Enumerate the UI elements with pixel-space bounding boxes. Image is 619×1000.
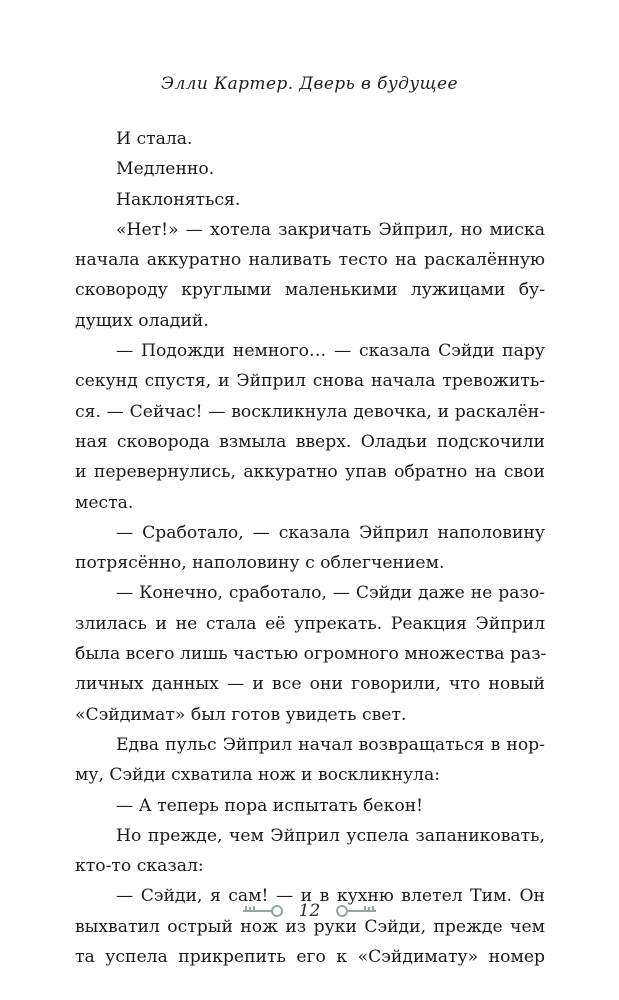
- page-number: 12: [298, 901, 321, 921]
- text-line: Едва пульс Эйприл начал возвращаться в нор-: [116, 734, 545, 755]
- text-line: И стала.: [116, 129, 193, 149]
- text-line: та успела прикрепить его к «Сэйдимату» номер: [75, 947, 545, 968]
- body-text: [75, 124, 545, 972]
- text-line: — Подожди немного… — сказала Сэйди пару: [116, 341, 545, 362]
- text-line: и перевернулись, аккуратно упав обратно на свои: [75, 462, 545, 483]
- text-line: Но прежде, чем Эйприл успела запаниковать,: [116, 825, 545, 846]
- text-line: Медленно.: [116, 159, 215, 180]
- page-footer: [0, 897, 619, 925]
- text-line: злилась и не стала её упрекать. Реакция Эйприл: [75, 613, 545, 634]
- text-line: сковороду круглыми маленькими лужицами бу-: [75, 280, 545, 301]
- text-line: му, Сэйди схватила нож и воскликнула:: [75, 765, 441, 786]
- text-line: — Сэйди, я сам! — и в кухню влетел Тим. Он: [116, 886, 545, 907]
- text-line: ся. — Сейчас! — воскликнула девочка, и раскалён-: [75, 401, 545, 422]
- text-line: «Нет!» — хотела закричать Эйприл, но миска: [116, 219, 545, 240]
- text-line: — А теперь пора испытать бекон!: [116, 795, 424, 816]
- text-line: — Сработало, — сказала Эйприл наполовину: [116, 522, 545, 543]
- text-line: ная сковорода взмыла вверх. Оладьи подскочили: [75, 431, 545, 452]
- text-line: личных данных — и все они говорили, что новый: [75, 674, 545, 695]
- text-line: места.: [75, 492, 134, 513]
- text-line: потрясённо, наполовину с облегчением.: [75, 553, 445, 574]
- text-line: была всего лишь частью огромного множества раз-: [75, 644, 547, 665]
- text-line: выхватил острый нож из руки Сэйди, прежде чем: [75, 916, 545, 937]
- text-line: начала аккуратно наливать тесто на раскалённую: [75, 250, 545, 271]
- text-line: Наклоняться.: [116, 189, 241, 210]
- text-line: «Сэйдимат» был готов увидеть свет.: [75, 704, 407, 725]
- text-line: дущих оладий.: [75, 310, 209, 331]
- text-line: кто-то сказал:: [75, 856, 204, 877]
- text-line: — Конечно, сработало, — Сэйди даже не разо-: [116, 583, 545, 604]
- running-head: Элли Картер. Дверь в будущее: [161, 74, 458, 94]
- key-left-icon: [241, 902, 285, 920]
- key-right-icon: [334, 902, 378, 920]
- text-line: секунд спустя, и Эйприл снова начала тревожить-: [75, 371, 545, 392]
